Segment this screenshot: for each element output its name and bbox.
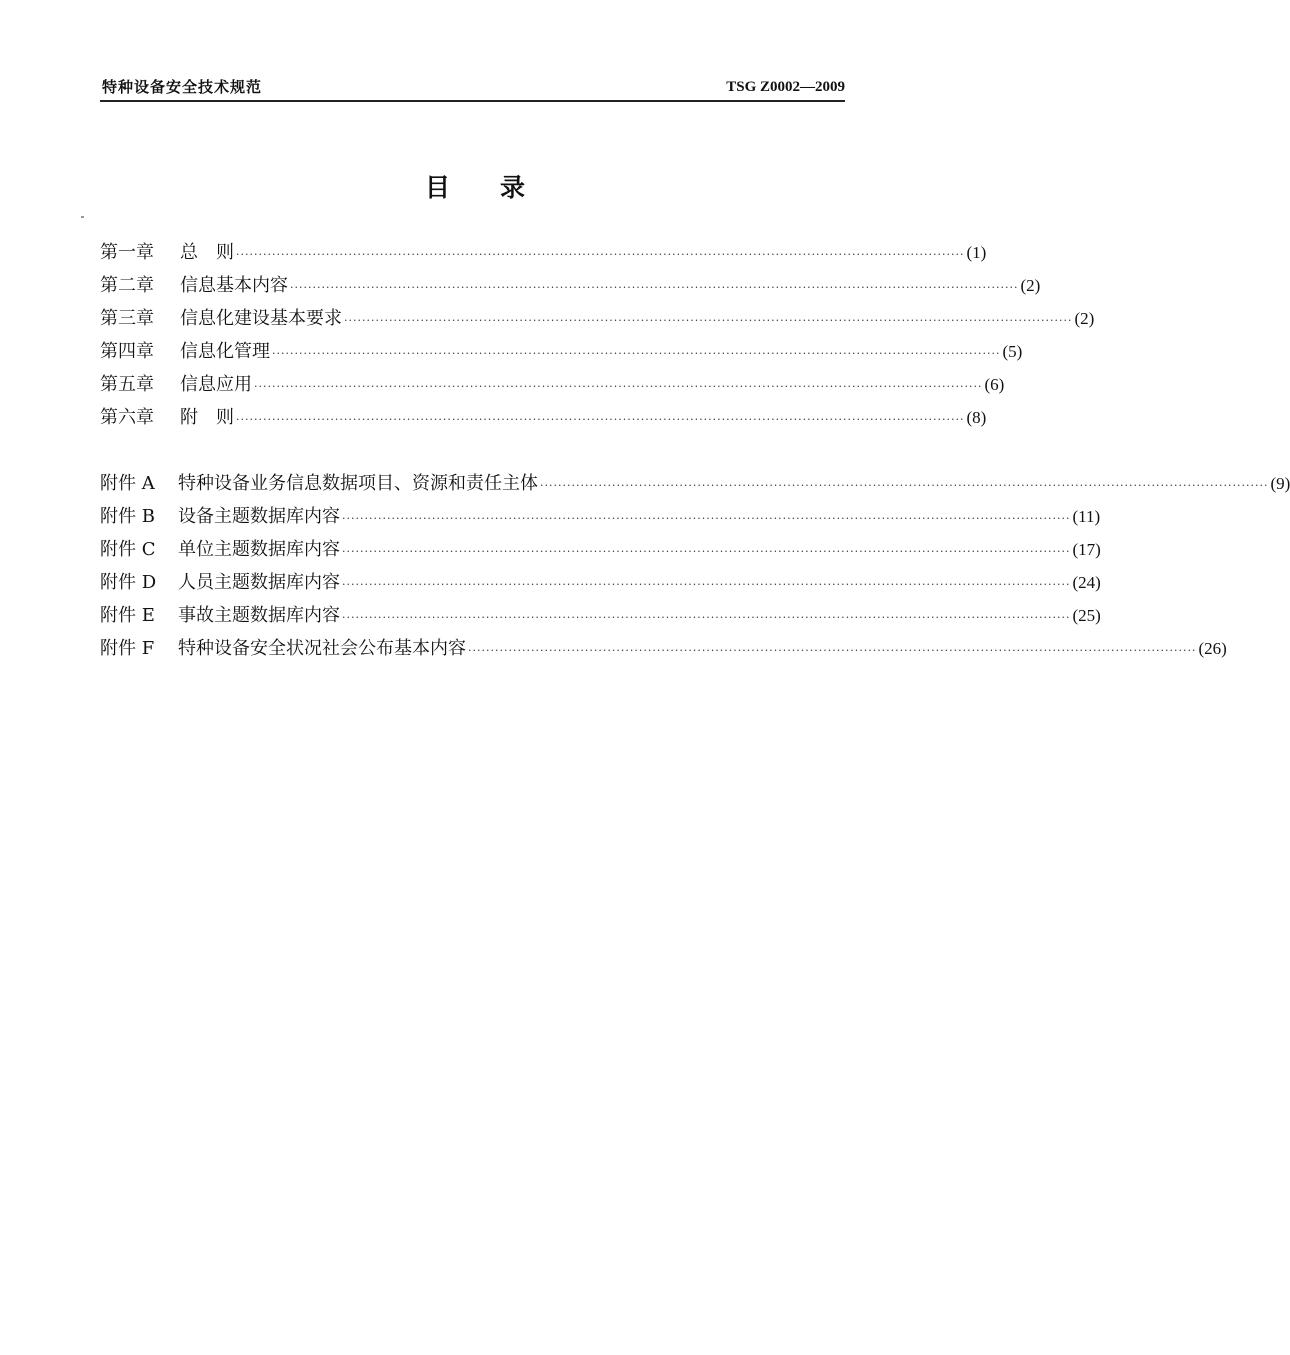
toc-entry-chapter-5[interactable] — [100, 370, 1005, 398]
toc-entry-label: 第三章 — [100, 308, 154, 329]
toc-leader-dots: ·································································································································································· — [342, 578, 1071, 591]
scan-speck — [81, 216, 84, 218]
toc-entry-label: 第四章 — [100, 341, 154, 362]
toc-entry-label: 附件 F — [100, 638, 155, 659]
toc-leader-dots: ·································································································································································· — [254, 380, 983, 393]
title-char-2: 录 — [500, 173, 526, 202]
toc-entry-page: (17) — [1072, 540, 1101, 559]
header-standard-title: 特种设备安全技术规范 — [102, 78, 263, 96]
toc-entry-title: 信息化管理 — [180, 341, 270, 362]
toc-entry-attachment-b[interactable] — [100, 502, 1101, 530]
toc-entry-title: 附 则 — [180, 407, 234, 428]
toc-entry-label: 第六章 — [100, 407, 154, 428]
toc-entry-title: 特种设备业务信息数据项目、资源和责任主体 — [178, 473, 538, 494]
toc-leader-dots: ·································································································································································· — [342, 545, 1071, 558]
toc-entry-title: 信息应用 — [180, 374, 252, 395]
toc-entry-title: 信息基本内容 — [180, 275, 288, 296]
toc-entry-page: (26) — [1198, 639, 1227, 658]
toc-leader-dots: ·································································································································································· — [290, 281, 1019, 294]
toc-entry-label: 附件 D — [100, 572, 157, 593]
toc-entry-attachment-a[interactable] — [100, 469, 1290, 497]
toc-leader-dots: ·································································································································································· — [342, 512, 1071, 525]
toc-entry-attachment-f[interactable] — [100, 634, 1227, 662]
toc-entry-page: (9) — [1270, 474, 1290, 493]
toc-entry-page: (6) — [984, 375, 1005, 394]
toc-entry-label: 第一章 — [100, 242, 154, 263]
toc-leader-dots: ·································································································································································· — [344, 314, 1073, 327]
toc-entry-page: (2) — [1020, 276, 1041, 295]
toc-entry-label: 附件 E — [100, 605, 155, 626]
toc-entry-page: (5) — [1002, 342, 1023, 361]
running-header — [100, 74, 845, 102]
page-title — [0, 168, 950, 204]
toc-entry-title: 设备主题数据库内容 — [178, 506, 340, 527]
toc-entry-label: 附件 A — [100, 473, 155, 494]
toc-entry-label: 附件 C — [100, 539, 156, 560]
toc-leader-dots: ·································································································································································· — [236, 248, 965, 261]
toc-leader-dots: ·································································································································································· — [272, 347, 1001, 360]
toc-entry-title: 特种设备安全状况社会公布基本内容 — [178, 638, 466, 659]
toc-entry-chapter-3[interactable] — [100, 304, 1095, 332]
toc-entry-page: (2) — [1074, 309, 1095, 328]
toc-entry-chapter-2[interactable] — [100, 271, 1041, 299]
toc-leader-dots: ·································································································································································· — [468, 644, 1197, 657]
toc-entry-page: (8) — [966, 408, 987, 427]
toc-entry-page: (25) — [1072, 606, 1101, 625]
toc-entry-label: 第五章 — [100, 374, 154, 395]
toc-entry-title: 总 则 — [180, 242, 234, 263]
title-char-1: 目 — [424, 173, 450, 202]
toc-entry-title: 信息化建设基本要求 — [180, 308, 342, 329]
toc-entry-title: 事故主题数据库内容 — [178, 605, 340, 626]
toc-entry-chapter-4[interactable] — [100, 337, 1023, 365]
toc-entry-title: 人员主题数据库内容 — [178, 572, 340, 593]
toc-entry-page: (1) — [966, 243, 987, 262]
header-standard-code: TSG Z0002—2009 — [726, 79, 845, 95]
toc-entry-title: 单位主题数据库内容 — [178, 539, 340, 560]
toc-entry-attachment-d[interactable] — [100, 568, 1101, 596]
toc-entry-chapter-1[interactable] — [100, 238, 987, 266]
toc-leader-dots: ·································································································································································· — [236, 413, 965, 426]
toc-entry-attachment-c[interactable] — [100, 535, 1101, 563]
toc-entry-label: 附件 B — [100, 506, 155, 527]
toc-entry-attachment-e[interactable] — [100, 601, 1101, 629]
toc-leader-dots: ·································································································································································· — [540, 479, 1269, 492]
toc-entry-label: 第二章 — [100, 275, 154, 296]
toc-entry-chapter-6[interactable] — [100, 403, 987, 431]
toc-leader-dots: ·································································································································································· — [342, 611, 1071, 624]
toc-entry-page: (24) — [1072, 573, 1101, 592]
toc-entry-page: (11) — [1072, 507, 1101, 526]
